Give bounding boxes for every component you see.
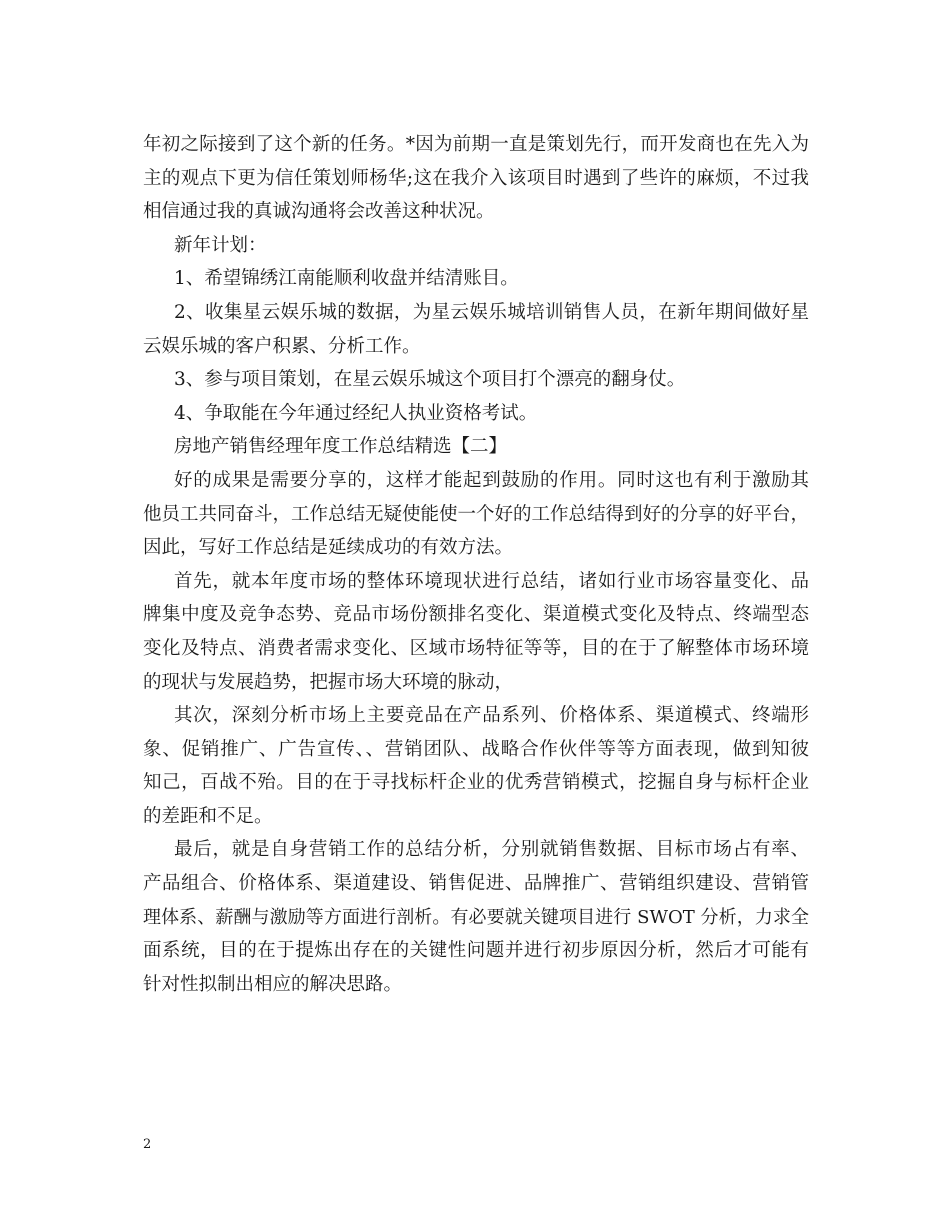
text-line: 其次，深刻分析市场上主要竞品在产品系列、价格体系、渠道模式、终端形: [174, 705, 809, 727]
text-line: 的差距和不足。: [143, 805, 273, 827]
text-line: 最后，就是自身营销工作的总结分析，分别就销售数据、目标市场占有率、: [174, 839, 809, 861]
text-line: 4、争取能在今年通过经纪人执业资格考试。: [174, 402, 538, 424]
text-line: 1、希望锦绣江南能顺利收盘并结清账目。: [174, 268, 519, 290]
text-line: 相信通过我的真诚沟通将会改善这种状况。: [143, 201, 495, 223]
text-line: 象、促销推广、广告宣传、、营销团队、战略合作伙伴等等方面表现，做到知彼: [143, 738, 809, 760]
text-line: 面系统，目的在于提炼出存在的关键性问题并进行初步原因分析，然后才可能有: [143, 940, 809, 962]
text-line: 首先，就本年度市场的整体环境现状进行总结，诸如行业市场容量变化、品: [174, 570, 809, 592]
text-line: 年初之际接到了这个新的任务。*因为前期一直是策划先行，而开发商也在先入为: [143, 134, 809, 155]
text-line: 2、收集星云娱乐城的数据，为星云娱乐城培训销售人员，在新年期间做好星: [174, 301, 809, 323]
text-line: 3、参与项目策划，在星云娱乐城这个项目打个漂亮的翻身仗。: [174, 369, 686, 391]
text-line: 他员工共同奋斗，工作总结无疑使能使一个好的工作总结得到好的分享的好平台，: [143, 503, 810, 525]
text-line: 房地产销售经理年度工作总结精选【二】: [174, 436, 508, 458]
body-text: [143, 128, 809, 1001]
text-line: 知己，百战不殆。目的在于寻找标杆企业的优秀营销模式，挖掘自身与标杆企业: [143, 772, 809, 794]
text-line: 理体系、薪酬与激励等方面进行剖析。有必要就关键项目进行 SWOT 分析，力求全: [143, 906, 809, 928]
text-line: 产品组合、价格体系、渠道建设、销售促进、品牌推广、营销组织建设、营销管: [143, 873, 809, 895]
text-line: 新年计划：: [174, 234, 267, 256]
text-line: 云娱乐城的客户积累、分析工作。: [143, 335, 421, 357]
text-line: 的现状与发展趋势，把握市场大环境的脉动，: [143, 671, 514, 693]
text-line: 主的观点下更为信任策划师杨华;这在我介入该项目时遇到了些许的麻烦，不过我: [143, 167, 809, 189]
text-line: 因此，写好工作总结是延续成功的有效方法。: [143, 537, 514, 559]
text-line: 针对性拟制出相应的解决思路。: [143, 973, 403, 995]
text-line: 变化及特点、消费者需求变化、区域市场特征等等，目的在于了解整体市场环境: [143, 637, 809, 659]
text-line: 好的成果是需要分享的，这样才能起到鼓励的作用。同时这也有利于激励其: [174, 469, 809, 491]
text-line: 牌集中度及竞争态势、竞品市场份额排名变化、渠道模式变化及特点、终端型态: [143, 604, 809, 626]
page-number: 2: [143, 1137, 152, 1152]
